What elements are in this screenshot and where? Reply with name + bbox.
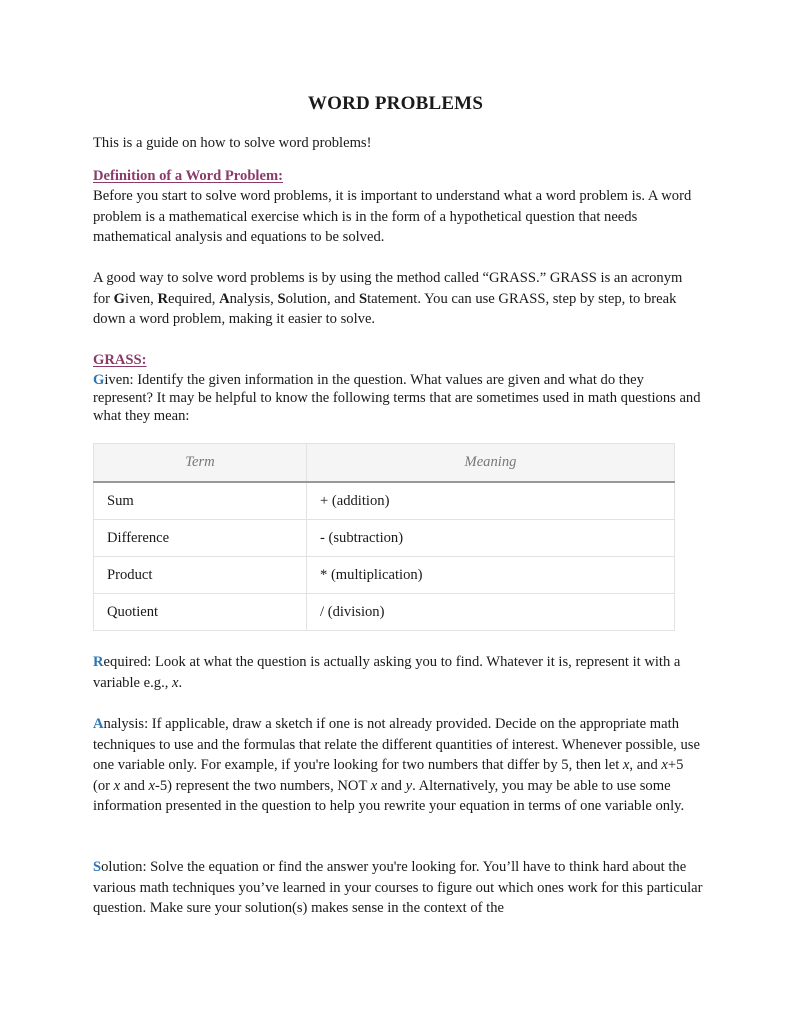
grass-intro-text: A good way to solve word problems is by using the method called “GRASS.” GRASS is an acronym for Given, Required, Analysis, Solution, and Statement. You can use GRASS, step by step, to break down a word problem, making it easier to solve. [93, 270, 683, 328]
table-cell-term: Sum [94, 482, 307, 520]
analysis-text: Analysis: If applicable, draw a sketch if one is not already provided. Decide on the appropriate math techniques to use and the formulas that relate the different quantities of interest. Whenever possible, use one variable only. For example, if you're looking for two numbers that differ by 5, then let x, and x+5 (or x and x-5) represent the two numbers, NOT x and y. Alternatively, you may be able to use some information presented in the question to help you rewrite your equation in terms of one variable only. [93, 716, 700, 815]
given-letter: G [93, 372, 105, 388]
required-text: Required: Look at what the question is actually asking you to find. Whatever it is, represent it with a variable e.g., x. [93, 654, 681, 691]
page-title: WORD PROBLEMS [307, 93, 484, 114]
grass-heading: GRASS: [93, 352, 147, 368]
table-row [94, 520, 675, 557]
table-cell-term: Difference [94, 520, 307, 557]
table-cell-meaning: / (division) [307, 594, 675, 631]
given-text: Given: Identify the given information in the question. What values are given and what do they represent? It may be helpful to know the following terms that are sometimes used in math questions and what they mean: [93, 372, 701, 424]
table-cell-term: Quotient [94, 594, 307, 631]
table-header-term: Term [94, 444, 307, 483]
table-cell-meaning: - (subtraction) [307, 520, 675, 557]
solution-text: Solution: Solve the equation or find the answer you're looking for. You’ll have to think hard about the various math techniques you’ve learned in your courses to figure out which ones work for this particular question. Make sure your solution(s) makes sense in the context of the [93, 859, 703, 917]
definition-text: Before you start to solve word problems, it is important to understand what a word problem is. A word problem is a mathematical exercise which is in the form of a hypothetical question that needs mathematical analysis and equations to be solved. [93, 188, 692, 246]
table-row [94, 557, 675, 594]
table-cell-term: Product [94, 557, 307, 594]
table-header-row [94, 444, 675, 483]
terms-table [93, 443, 675, 631]
table-row [94, 482, 675, 520]
definition-heading: Definition of a Word Problem: [93, 168, 283, 184]
table-row [94, 594, 675, 631]
table-cell-meaning: + (addition) [307, 482, 675, 520]
table-cell-meaning: * (multiplication) [307, 557, 675, 594]
table-header-meaning: Meaning [307, 444, 675, 483]
required-letter: R [93, 654, 104, 670]
solution-letter: S [93, 859, 102, 875]
intro-text: This is a guide on how to solve word problems! [93, 135, 372, 151]
analysis-letter: A [93, 716, 104, 732]
